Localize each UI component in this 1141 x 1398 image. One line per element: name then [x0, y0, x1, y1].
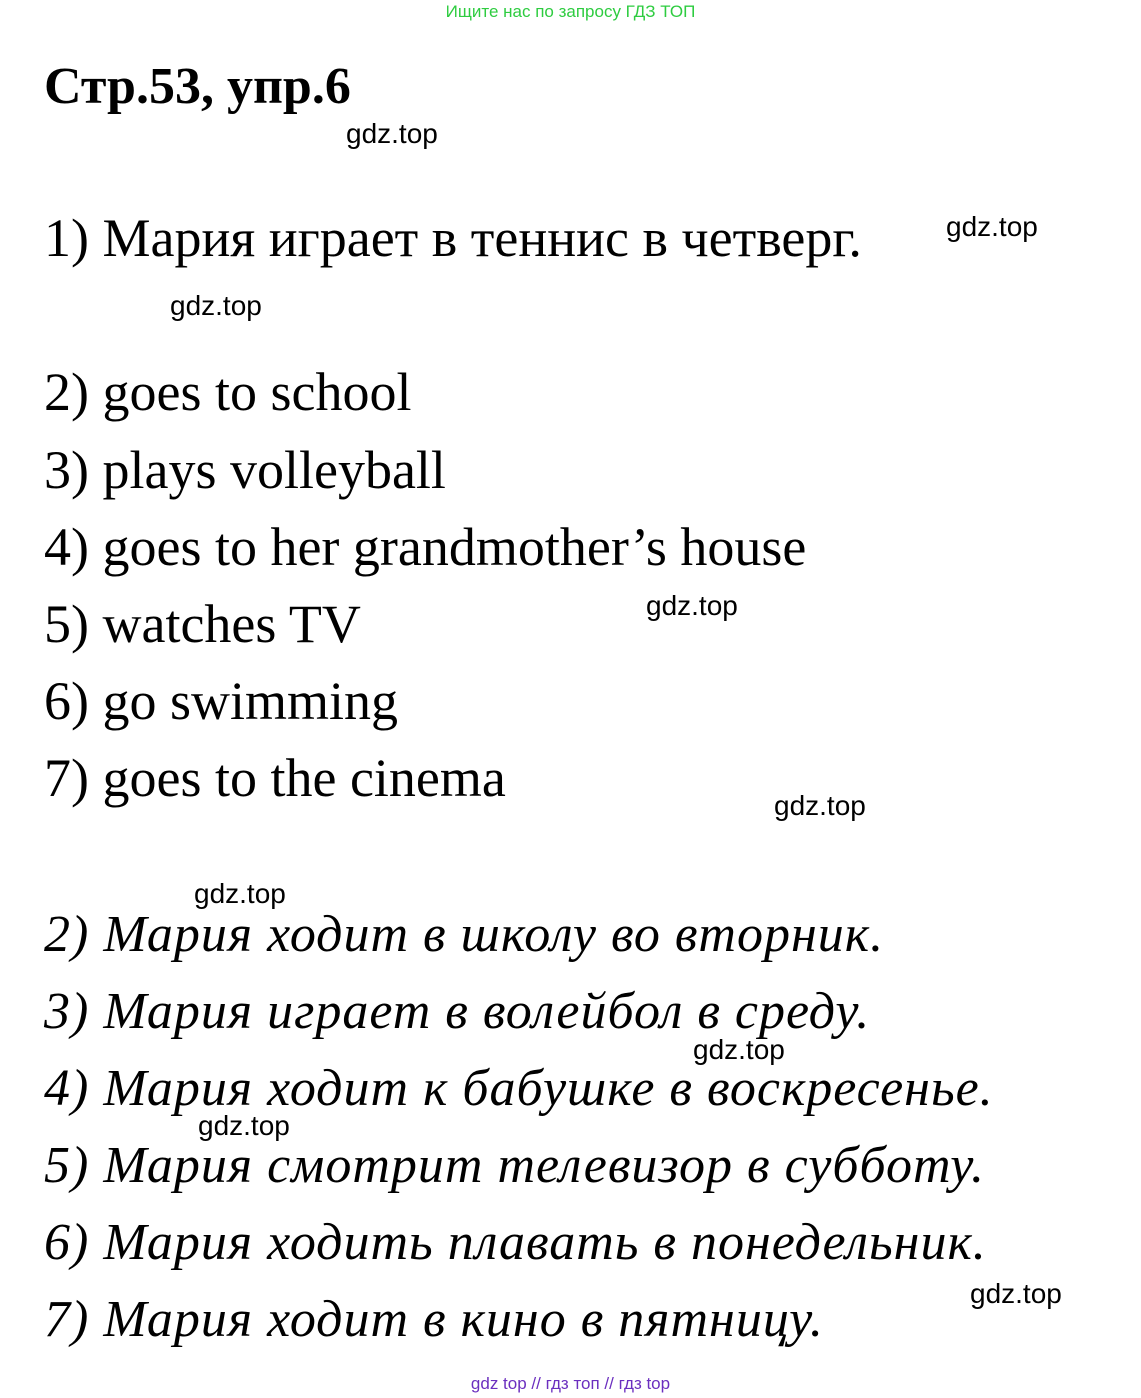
english-answer: 6) go swimming: [44, 671, 399, 731]
russian-answer: 3) Мария играет в волейбол в среду.: [44, 983, 871, 1040]
header-note: Ищите нас по запросу ГДЗ ТОП: [445, 2, 696, 21]
watermark: gdz.top: [970, 1278, 1062, 1309]
russian-answer: 5) Мария смотрит телевизор в субботу.: [44, 1137, 986, 1194]
answer-1: 1) Мария играет в теннис в четверг.: [44, 208, 862, 268]
watermark: gdz.top: [346, 118, 438, 149]
english-answer: 5) watches TV: [44, 594, 361, 654]
watermark: gdz.top: [693, 1034, 785, 1065]
watermark: gdz.top: [198, 1110, 290, 1141]
russian-answer: 4) Мария ходит к бабушке в воскресенье.: [44, 1060, 994, 1117]
watermark: gdz.top: [774, 790, 866, 821]
english-answer: 2) goes to school: [44, 362, 412, 422]
russian-answer: 7) Мария ходит в кино в пятницу.: [44, 1291, 824, 1348]
english-answer: 4) goes to her grandmother’s house: [44, 517, 807, 577]
watermark: gdz.top: [646, 590, 738, 621]
watermark: gdz.top: [194, 878, 286, 909]
russian-answer: 6) Мария ходить плавать в понедельник.: [44, 1214, 987, 1271]
english-answer: 3) plays volleyball: [44, 440, 446, 500]
watermark: gdz.top: [170, 290, 262, 321]
watermark: gdz.top: [946, 211, 1038, 242]
footer: gdz top // гдз топ // гдз top: [470, 1374, 671, 1393]
page-title: Стр.53, упр.6: [44, 58, 351, 115]
english-answer: 7) goes to the cinema: [44, 748, 506, 808]
russian-answer: 2) Мария ходит в школу во вторник.: [44, 906, 885, 963]
